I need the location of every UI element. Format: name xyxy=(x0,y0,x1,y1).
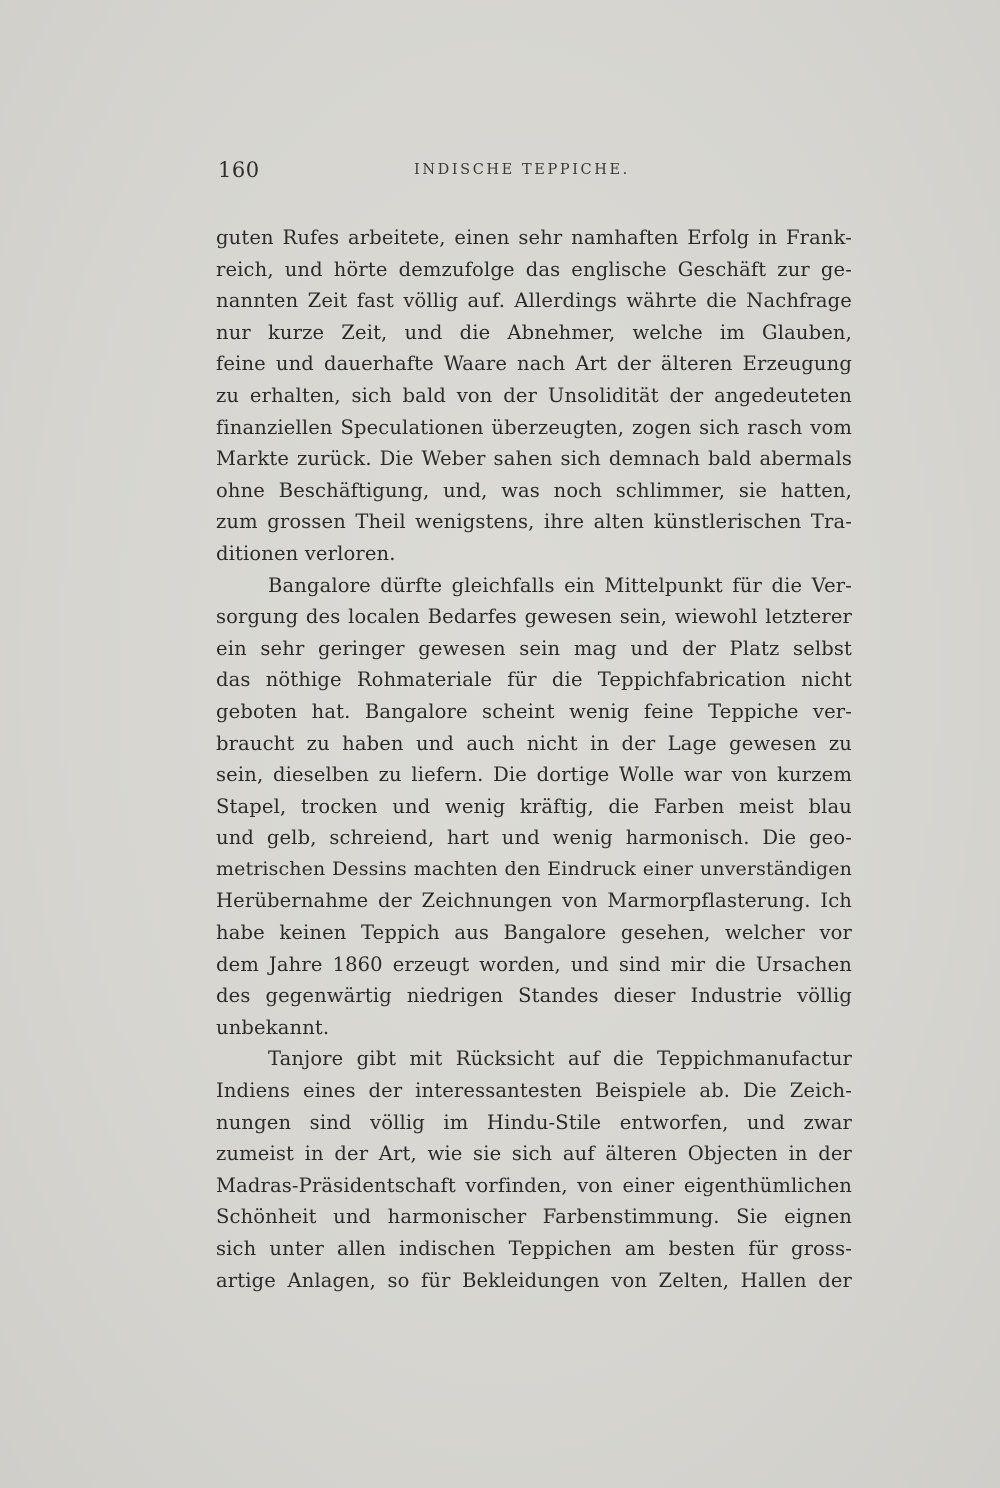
text-line: das nöthige Rohmateriale für die Teppichfabrication nicht xyxy=(216,668,852,692)
text-line: geboten hat. Bangalore scheint wenig feine Teppiche ver- xyxy=(216,699,852,723)
text-line: guten Rufes arbeitete, einen sehr namhaften Erfolg in Frank- xyxy=(216,226,852,249)
text-line: artige Anlagen, so für Bekleidungen von Zelten, Hallen der xyxy=(216,1268,852,1292)
text-line: Indiens eines der interessantesten Beispiele ab. Die Zeich- xyxy=(216,1079,852,1103)
text-line: nur kurze Zeit, und die Abnehmer, welche im Glauben, xyxy=(216,320,852,344)
text-line: feine und dauerhafte Waare nach Art der älteren Erzeugung xyxy=(216,352,852,376)
text-line: Tanjore gibt mit Rücksicht auf die Teppichmanufactur xyxy=(268,1047,852,1071)
text-line: sorgung des localen Bedarfes gewesen sein, wiewohl letzterer xyxy=(216,605,852,629)
text-line: des gegenwärtig niedrigen Standes dieser Industrie völlig xyxy=(216,984,852,1008)
text-line: Madras-Präsidentschaft vorfinden, von einer eigenthümlichen xyxy=(216,1173,852,1197)
text-line: metrischen Dessins machten den Eindruck einer unverständigen xyxy=(216,857,852,880)
running-title: INDISCHE TEPPICHE. xyxy=(414,162,630,178)
text-line: ohne Beschäftigung, und, was noch schlimmer, sie hatten, xyxy=(216,478,852,502)
text-line: sein, dieselben zu liefern. Die dortige Wolle war von kurzem xyxy=(216,763,852,787)
text-line: zum grossen Theil wenigstens, ihre alten künstlerischen Tra- xyxy=(216,510,852,534)
text-line: Markte zurück. Die Weber sahen sich demnach bald abermals xyxy=(216,447,852,471)
body-text xyxy=(216,222,852,1296)
text-line: nannten Zeit fast völlig auf. Allerdings währte die Nachfrage xyxy=(216,289,852,313)
text-line: unbekannt. xyxy=(216,1015,330,1039)
text-line: braucht zu haben und auch nicht in der Lage gewesen zu xyxy=(216,731,852,755)
page-number: 160 xyxy=(218,158,260,182)
text-line: zumeist in der Art, wie sie sich auf älteren Objecten in der xyxy=(216,1142,852,1166)
text-line: Herübernahme der Zeichnungen von Marmorpflasterung. Ich xyxy=(216,889,852,913)
page-header xyxy=(218,158,852,190)
text-line: reich, und hörte demzufolge das englische Geschäft zur ge- xyxy=(216,257,852,281)
text-line: und gelb, schreiend, hart und wenig harmonisch. Die geo- xyxy=(216,826,852,850)
text-line: finanziellen Speculationen überzeugten, zogen sich rasch vom xyxy=(216,415,852,439)
text-line: sich unter allen indischen Teppichen am besten für gross- xyxy=(216,1237,852,1260)
text-line: nungen sind völlig im Hindu-Stile entworfen, und zwar xyxy=(216,1110,852,1134)
text-line: zu erhalten, sich bald von der Unsolidität der angedeuteten xyxy=(216,383,852,407)
text-line: ein sehr geringer gewesen sein mag und der Platz selbst xyxy=(216,636,852,660)
text-line: Schönheit und harmonischer Farbenstimmung. Sie eignen xyxy=(216,1205,852,1229)
text-line: dem Jahre 1860 erzeugt worden, und sind mir die Ursachen xyxy=(216,952,852,976)
text-line: Bangalore dürfte gleichfalls ein Mittelpunkt für die Ver- xyxy=(268,573,852,597)
text-line: habe keinen Teppich aus Bangalore gesehen, welcher vor xyxy=(216,921,852,945)
text-line: Stapel, trocken und wenig kräftig, die Farben meist blau xyxy=(216,794,852,818)
text-line: ditionen verloren. xyxy=(216,541,396,565)
